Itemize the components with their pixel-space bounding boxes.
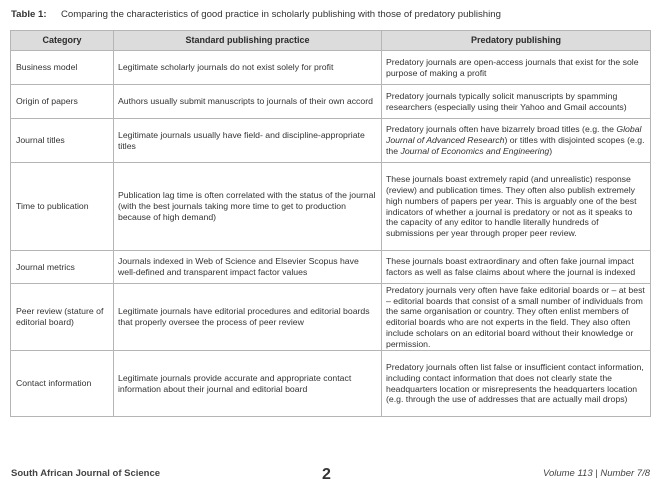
row-standard: Legitimate scholarly journals do not exist solely for profit bbox=[114, 51, 382, 85]
row-standard: Publication lag time is often correlated with the status of the journal (with the best journals taking more time to get to production because of high demand) bbox=[114, 163, 382, 251]
footer-volume: Volume 113 | Number 7/8 bbox=[542, 468, 650, 479]
table-row bbox=[11, 119, 651, 163]
header-standard: Standard publishing practice bbox=[114, 31, 382, 51]
row-standard: Authors usually submit manuscripts to journals of their own accord bbox=[114, 85, 382, 119]
header-row bbox=[11, 31, 651, 51]
row-predatory: Predatory journals often list false or insufficient contact information, including contact information that does not clearly state the headquarters location or misrepresents the headquarters location (e.g. through the use of addresses that are actually mail drops) bbox=[382, 351, 651, 417]
table-row bbox=[11, 351, 651, 417]
comparison-table bbox=[10, 30, 651, 417]
caption-label: Table 1: bbox=[11, 9, 47, 20]
row-category: Origin of papers bbox=[11, 85, 114, 119]
row-predatory: Predatory journals typically solicit manuscripts by spamming researchers (especially using their Yahoo and Gmail accounts) bbox=[382, 85, 651, 119]
caption-text: Comparing the characteristics of good practice in scholarly publishing with those of predatory publishing bbox=[61, 9, 501, 20]
table-row bbox=[11, 85, 651, 119]
footer-page-number: 2 bbox=[322, 466, 331, 483]
row-predatory: These journals boast extraordinary and often fake journal impact factors as well as false claims about where the journal is indexed bbox=[382, 251, 651, 284]
table-row bbox=[11, 51, 651, 85]
row-predatory: These journals boast extremely rapid (and unrealistic) response (review) and publication times. They often also publish extremely high numbers of papers per year. This is arguably one of the best indicators of whether a journal is predatory or not as it speaks to the capacity of any editor to handle literally hundreds of submissions per year through proper peer review. bbox=[382, 163, 651, 251]
predatory-text: Predatory journals often have bizarrely broad titles (e.g. the bbox=[386, 124, 617, 135]
row-standard: Legitimate journals provide accurate and appropriate contact information about their journal and editorial board bbox=[114, 351, 382, 417]
row-category: Peer review (stature of editorial board) bbox=[11, 284, 114, 351]
row-predatory bbox=[382, 119, 651, 163]
footer-journal-name: South African Journal of Science bbox=[11, 468, 161, 479]
row-category: Business model bbox=[11, 51, 114, 85]
journal-title-example: Global Journal of Advanced Research bbox=[386, 124, 642, 146]
table-row bbox=[11, 163, 651, 251]
predatory-text: ) or titles with disjointed scopes (e.g. the bbox=[386, 135, 645, 156]
header-category: Category bbox=[11, 31, 114, 51]
row-category: Time to publication bbox=[11, 163, 114, 251]
predatory-text: ) bbox=[549, 145, 553, 156]
table-caption bbox=[11, 9, 656, 20]
row-predatory: Predatory journals very often have fake editorial boards or – at best – editorial boards that consist of a small number of individuals from the same organisation or country. They often enlist members of editorial boards who are not experts in the field. They also often include scholars on an editorial board without their knowledge or permission. bbox=[382, 284, 651, 351]
row-predatory: Predatory journals are open-access journals that exist for the sole purpose of making a profit bbox=[382, 51, 651, 85]
row-standard: Legitimate journals have editorial procedures and editorial boards that properly oversee the process of peer review bbox=[114, 284, 382, 351]
header-predatory: Predatory publishing bbox=[382, 31, 651, 51]
row-category: Journal metrics bbox=[11, 251, 114, 284]
row-category: Journal titles bbox=[11, 119, 114, 163]
row-standard: Journals indexed in Web of Science and Elsevier Scopus have well-defined and transparent impact factor values bbox=[114, 251, 382, 284]
row-standard: Legitimate journals usually have field- and discipline-appropriate titles bbox=[114, 119, 382, 163]
row-category: Contact information bbox=[11, 351, 114, 417]
table-row bbox=[11, 251, 651, 284]
journal-title-example: Journal of Economics and Engineering bbox=[400, 145, 550, 156]
table-row bbox=[11, 284, 651, 351]
